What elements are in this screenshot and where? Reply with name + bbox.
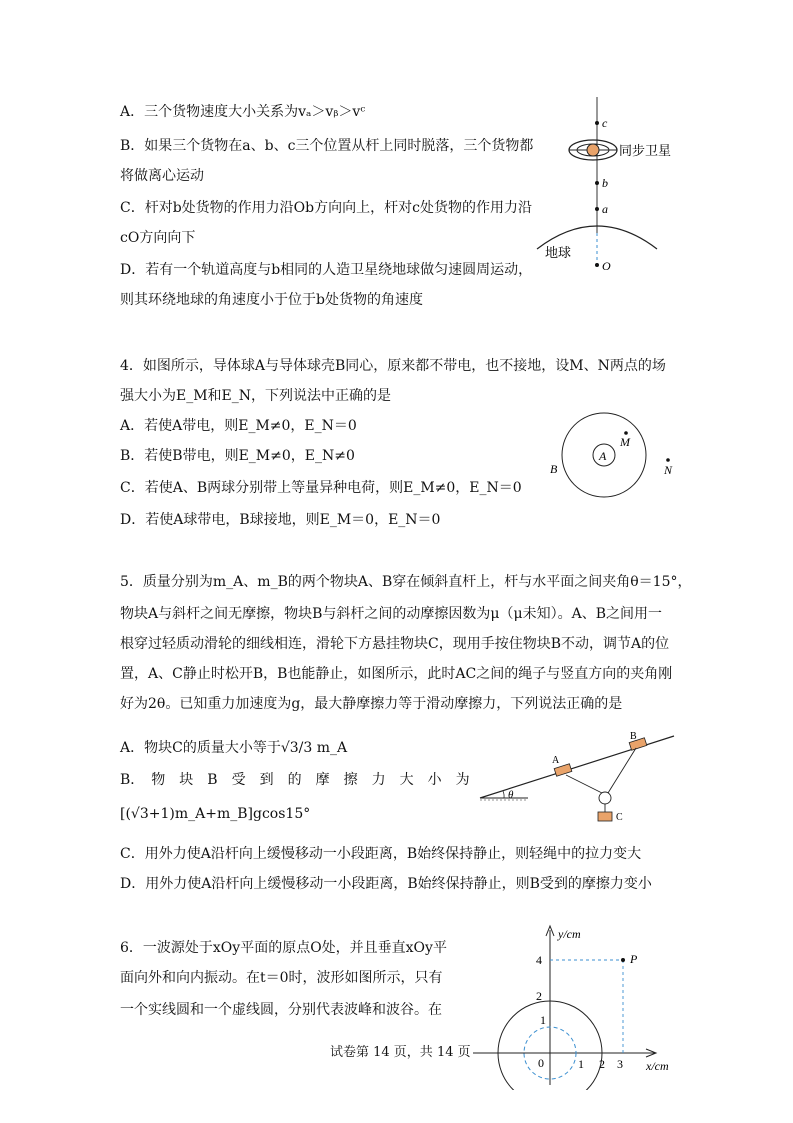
tick-y2: 2	[536, 989, 542, 1003]
q3-option-c-line1: C．杆对b处货物的作用力沿Ob方向向上，杆对c处货物的作用力沿	[120, 200, 532, 216]
q6-stem-line1: 6．一波源处于xOy平面的原点O处，并且垂直xOy平	[120, 940, 447, 956]
q5-stem-line3: 根穿过轻质动滑轮的细线相连，滑轮下方悬挂物块C，现用手按住物块B不动，调节A的位	[120, 636, 670, 652]
label-block-a: A	[552, 755, 560, 766]
label-b: b	[602, 176, 608, 190]
tick-x1: 1	[578, 1057, 584, 1071]
q4-option-a: A．若使A带电，则E_M≠0，E_N＝0	[120, 418, 357, 434]
label-b: B	[550, 462, 558, 476]
q5-stem-line2: 物块A与斜杆之间无摩擦，物块B与斜杆之间的动摩擦因数为μ（μ未知）。A、B之间用一	[120, 606, 662, 622]
q3-option-a: A．三个货物速度大小关系为vₐ＞vᵦ＞vᶜ	[120, 104, 366, 120]
q4-figure	[540, 410, 690, 520]
q3-option-c-line2: cO方向向下	[120, 230, 196, 246]
label-block-c: C	[616, 812, 623, 823]
label-c: c	[602, 116, 608, 130]
q6-stem-line3: 一个实线圆和一个虚线圆，分别代表波峰和波谷。在	[120, 1002, 442, 1018]
q3-option-b-line2: 将做离心运动	[120, 168, 204, 184]
q5-option-b-line2: [(√3+1)m_A+m_B]gcos15°	[120, 806, 311, 822]
q5-option-d: D．用外力使A沿杆向上缓慢移动一小段距离，B始终保持静止，则B受到的摩擦力变小	[120, 876, 652, 892]
tick-y1: 1	[540, 1013, 546, 1027]
label-earth: 地球	[545, 245, 572, 260]
label-a: A	[599, 449, 607, 463]
tick-y4: 4	[536, 953, 542, 967]
label-sync-satellite: 同步卫星	[619, 143, 672, 158]
page-footer: 试卷第 14 页，共 14 页	[330, 1045, 471, 1060]
q3-option-d-line2: 则其环绕地球的角速度小于位于b处货物的角速度	[120, 292, 423, 308]
q3-option-b-line1: B．如果三个货物在a、b、c三个位置从杆上同时脱落，三个货物都	[120, 138, 534, 154]
q4-stem-line2: 强大小为E_M和E_N，下列说法中正确的是	[120, 388, 392, 404]
q4-option-d: D．若使A球带电，B球接地，则E_M＝0，E_N＝0	[120, 512, 441, 528]
q3-figure	[535, 85, 715, 285]
q4-stem-line1: 4．如图所示，导体球A与导体球壳B同心，原来都不带电，也不接地，设M、N两点的场	[120, 358, 666, 374]
label-o: O	[602, 259, 611, 273]
tick-x3: 3	[617, 1057, 623, 1071]
tick-x2: 2	[599, 1057, 605, 1071]
q5-stem-line1: 5．质量分别为m_A、m_B的两个物块A、B穿在倾斜直杆上，杆与水平面之间夹角θ＝15°，	[120, 574, 692, 590]
label-y-axis: y/cm	[558, 927, 581, 941]
label-block-b: B	[630, 731, 637, 742]
q5-figure	[478, 728, 678, 828]
label-p: P	[630, 952, 638, 966]
label-x-axis: x/cm	[646, 1059, 669, 1073]
q5-stem-line4: 置，A、C静止时松开B，B也能静止，如图所示，此时AC之间的绳子与竖直方向的夹角刚	[120, 666, 673, 682]
label-theta: θ	[508, 789, 514, 801]
label-m: M	[620, 435, 630, 449]
tick-x0: 0	[538, 1056, 544, 1070]
q5-stem-line5: 好为2θ。已知重力加速度为g，最大静摩擦力等于滑动摩擦力，下列说法正确的是	[120, 696, 623, 712]
label-a: a	[602, 202, 608, 216]
q6-stem-line2: 面向外和向内振动。在t＝0时，波形如图所示，只有	[120, 970, 443, 986]
q6-figure	[470, 920, 680, 1090]
q5-option-b-line1: B． 物 块 B 受 到 的 摩 擦 力 大 小 为	[120, 772, 470, 788]
label-n: N	[664, 463, 673, 477]
q5-option-c: C．用外力使A沿杆向上缓慢移动一小段距离，B始终保持静止，则轻绳中的拉力变大	[120, 846, 642, 862]
q4-option-b: B．若使B带电，则E_M≠0，E_N≠0	[120, 448, 355, 464]
q5-option-a: A．物块C的质量大小等于√3/3 m_A	[120, 740, 348, 756]
q3-option-d-line1: D．若有一个轨道高度与b相同的人造卫星绕地球做匀速圆周运动，	[120, 262, 533, 278]
q4-option-c: C．若使A、B两球分别带上等量异种电荷，则E_M≠0，E_N＝0	[120, 480, 522, 496]
